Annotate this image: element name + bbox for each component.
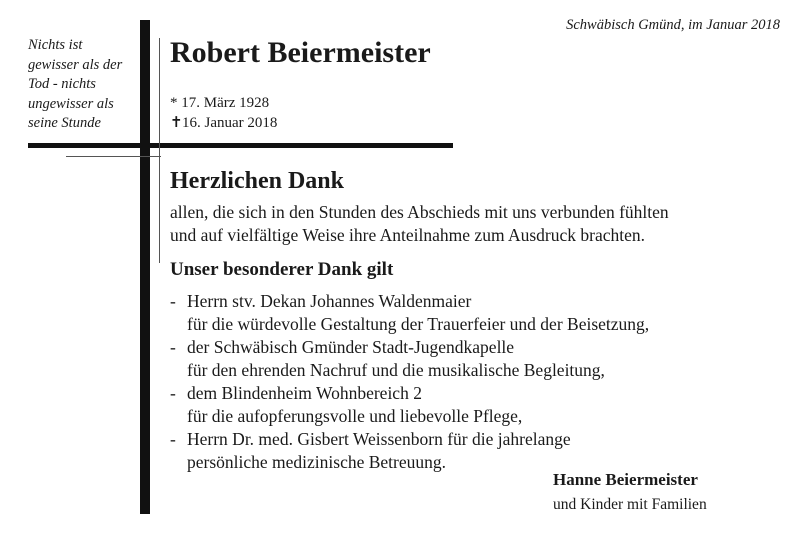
epigraph-quote	[28, 36, 128, 134]
birth-date: * 17. März 1928	[170, 95, 270, 111]
item-recipient: Herrn Dr. med. Gisbert Weissenborn für die jahrelange	[187, 429, 571, 449]
item-recipient: dem Blindenheim Wohnbereich 2	[187, 383, 422, 403]
dash-bullet: -	[170, 429, 176, 449]
thanks-heading: Herzlichen Dank	[170, 168, 344, 194]
cross-horizontal-beam	[28, 143, 453, 148]
item-reason: für den ehrenden Nachruf und die musikalische Begleitung,	[187, 360, 605, 380]
quote-line: Tod - nichts	[28, 76, 96, 92]
list-item	[170, 290, 770, 336]
cross-vertical-beam	[140, 20, 150, 514]
dash-bullet: -	[170, 337, 176, 357]
list-item	[170, 382, 770, 428]
item-reason: persönliche medizinische Betreuung.	[187, 452, 447, 472]
special-thanks-list	[170, 290, 770, 474]
cross-icon: ✝	[170, 115, 183, 131]
thanks-paragraph	[170, 201, 770, 247]
item-recipient: der Schwäbisch Gmünder Stadt-Jugendkapelle	[187, 337, 515, 357]
death-date: 16. Januar 2018	[182, 115, 278, 131]
cross-shadow-vertical-line	[159, 38, 160, 263]
item-reason: für die würdevolle Gestaltung der Trauerfeier und der Beisetzung,	[187, 314, 650, 334]
thanks-line: allen, die sich in den Stunden des Abschieds mit uns verbunden fühlten	[170, 202, 669, 222]
item-reason: für die aufopferungsvolle und liebevolle Pflege,	[187, 406, 523, 426]
special-thanks-heading: Unser besonderer Dank gilt	[170, 259, 394, 280]
quote-line: seine Stunde	[28, 115, 101, 131]
place-date: Schwäbisch Gmünd, im Januar 2018	[566, 17, 780, 33]
signature-name: Hanne Beiermeister	[553, 470, 698, 489]
signature-family: und Kinder mit Familien	[553, 496, 707, 513]
deceased-name: Robert Beiermeister	[170, 36, 431, 69]
thanks-line: und auf vielfältige Weise ihre Anteilnahme zum Ausdruck brachten.	[170, 225, 645, 245]
life-dates	[170, 93, 277, 133]
quote-line: Nichts ist	[28, 37, 83, 53]
death-date-row	[170, 113, 277, 133]
cross-shadow-horizontal-line	[66, 156, 161, 157]
list-item	[170, 428, 770, 474]
quote-line: ungewisser als	[28, 95, 114, 112]
quote-line: gewisser als der	[28, 56, 123, 73]
dash-bullet: -	[170, 383, 176, 403]
item-recipient: Herrn stv. Dekan Johannes Waldenmaier	[187, 291, 472, 311]
dash-bullet: -	[170, 291, 176, 311]
list-item	[170, 336, 770, 382]
